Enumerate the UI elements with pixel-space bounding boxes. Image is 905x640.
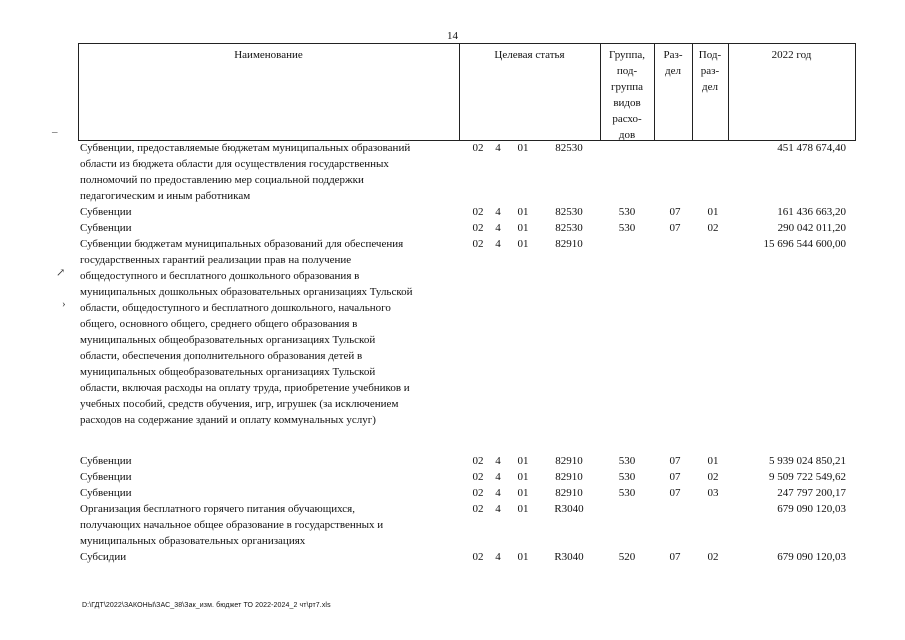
margin-mark: ↗ [56,267,66,279]
code-part-2: 4 [495,487,501,499]
row-name: Субвенции [80,455,132,467]
amount-2022: 15 696 544 600,00 [763,238,846,250]
subsection-code: 02 [707,551,719,563]
row-name: Организация бесплатного горячего питания обучающихся, получающих начальное общее образование в государственных и муниципальных образовательных организациях [80,503,384,547]
code-part-1: 02 [472,142,484,154]
code-part-2: 4 [495,503,501,515]
amount-2022: 247 797 200,17 [777,487,846,499]
subsection-code: 01 [707,206,719,218]
code-part-3: 01 [517,551,529,563]
code-part-1: 02 [472,206,484,218]
section-code: 07 [669,487,681,499]
subsection-code: 02 [707,222,719,234]
code-part-3: 01 [517,238,529,250]
header-subsection: Под- раз- дел [698,49,722,93]
code-part-2: 4 [495,238,501,250]
header-target-article: Целевая статья [494,49,565,61]
code-part-2: 4 [495,455,501,467]
table-row [78,501,856,549]
header-group: Группа, под- группа видов расхо- дов [609,49,645,141]
section-code: 07 [669,551,681,563]
code-part-2: 4 [495,222,501,234]
expense-group: 530 [618,455,636,467]
amount-2022: 679 090 120,03 [777,551,846,563]
table-row [78,220,856,236]
row-name: Субвенции [80,471,132,483]
code-part-1: 02 [472,503,484,515]
table-row [78,485,856,501]
code-part-4: 82530 [555,206,583,218]
page-number: 14 [447,30,458,42]
code-part-4: 82530 [555,222,583,234]
row-name: Субвенции [80,222,132,234]
margin-mark: › [62,298,66,310]
file-path-footer: D:\ГДТ\2022\ЗАКОНЫ\ЗАС_38\Зак_изм. бюджет ТО 2022-2024_2 чт\рт7.xls [82,602,331,609]
expense-group: 530 [618,206,636,218]
table-row [78,469,856,485]
code-part-1: 02 [472,471,484,483]
table-row [78,204,856,220]
expense-group: 530 [618,471,636,483]
amount-2022: 451 478 674,40 [777,142,846,154]
row-name: Субвенции [80,206,132,218]
code-part-3: 01 [517,487,529,499]
header-year: 2022 год [771,49,812,61]
code-part-2: 4 [495,551,501,563]
code-part-3: 01 [517,503,529,515]
code-part-3: 01 [517,222,529,234]
margin-mark: – [52,126,58,138]
expense-group: 530 [618,487,636,499]
header-section: Раз- дел [663,49,683,77]
code-part-4: 82910 [555,487,583,499]
code-part-1: 02 [472,222,484,234]
code-part-3: 01 [517,455,529,467]
subsection-code: 03 [707,487,719,499]
code-part-1: 02 [472,455,484,467]
section-code: 07 [669,455,681,467]
table-row [78,453,856,469]
row-name: Субвенции, предоставляемые бюджетам муниципальных образований области из бюджета области для осуществления государственных полномочий по предоставлению мер социальной поддержки педагогическим и иным работникам [80,142,411,202]
code-part-3: 01 [517,142,529,154]
amount-2022: 161 436 663,20 [777,206,846,218]
subsection-code: 01 [707,455,719,467]
code-part-4: 82910 [555,455,583,467]
row-name: Субвенции бюджетам муниципальных образований для обеспечения государственных гарантий реализации прав на получение общедоступного и бесплатного дошкольного образования в муниципальных дошкольных образовательных организациях Тульской области, общедоступного и бесплатного дошкольного, начального общего, основного общего, среднего общего образования в муниципальных общеобразовательных организациях Тульской области, обеспечения дополнительного образования детей в муниципальных общеобразовательных организациях Тульской области, включая расходы на оплату труда, приобретение учебников и учебных пособий, средств обучения, игр, игрушек (за исключением расходов на содержание зданий и оплату коммунальных услуг) [80,238,413,426]
header-name: Наименование [234,49,303,61]
section-code: 07 [669,471,681,483]
code-part-3: 01 [517,206,529,218]
table-row [78,549,856,565]
code-part-4: R3040 [554,551,584,563]
table-header [78,43,856,141]
expense-group: 520 [618,551,636,563]
code-part-2: 4 [495,471,501,483]
amount-2022: 9 509 722 549,62 [769,471,846,483]
code-part-4: R3040 [554,503,584,515]
code-part-3: 01 [517,471,529,483]
code-part-4: 82530 [555,142,583,154]
code-part-1: 02 [472,551,484,563]
table-row [78,236,856,428]
budget-table [78,43,856,563]
row-name: Субсидии [80,551,127,563]
code-part-2: 4 [495,142,501,154]
expense-group: 530 [618,222,636,234]
code-part-1: 02 [472,238,484,250]
section-code: 07 [669,206,681,218]
amount-2022: 290 042 011,20 [777,222,846,234]
code-part-2: 4 [495,206,501,218]
code-part-4: 82910 [555,238,583,250]
table-row [78,140,856,204]
code-part-1: 02 [472,487,484,499]
row-name: Субвенции [80,487,132,499]
code-part-4: 82910 [555,471,583,483]
amount-2022: 5 939 024 850,21 [769,455,846,467]
section-code: 07 [669,222,681,234]
subsection-code: 02 [707,471,719,483]
amount-2022: 679 090 120,03 [777,503,846,515]
